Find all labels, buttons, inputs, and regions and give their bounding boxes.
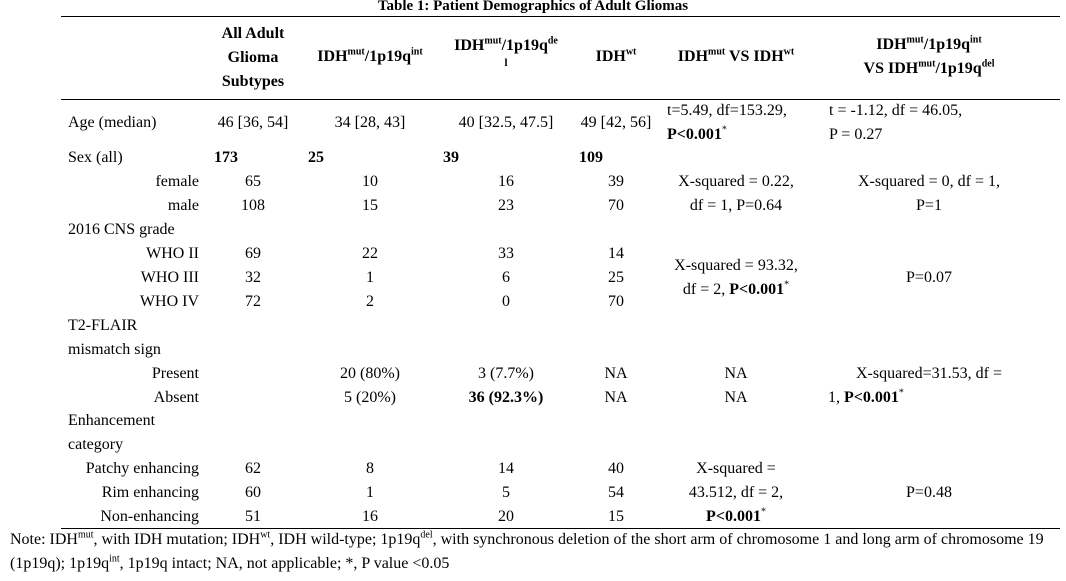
header-all-subtypes: All Adult Glioma Subtypes <box>221 25 285 90</box>
cell-female-g3: 39 <box>608 173 624 190</box>
cell-male-all: 108 <box>241 197 265 214</box>
cell-sex-cmp1: X-squared = 0.22, df = 1, P=0.64 <box>678 173 794 214</box>
row-label-sex: Sex (all) <box>68 149 123 166</box>
cell-who2-all: 69 <box>245 245 261 262</box>
cell-present-cmp1: NA <box>724 365 748 382</box>
cell-female-all: 65 <box>245 173 261 190</box>
cell-who4-all: 72 <box>245 293 261 310</box>
row-label-present: Present <box>151 365 199 382</box>
cell-rim-g3: 54 <box>608 484 624 501</box>
row-label-age: Age (median) <box>68 114 157 131</box>
row-label-grade: 2016 CNS grade <box>68 221 175 238</box>
cell-non-g3: 15 <box>608 508 624 525</box>
cell-who3-g2: 6 <box>502 269 510 286</box>
cell-female-g1: 10 <box>362 173 378 190</box>
header-idhmut-vs-idhwt: $IDH^{mut}$ VS $IDH^{wt}$ <box>677 46 795 65</box>
cell-who2-g3: 14 <box>608 245 624 262</box>
cell-age-cmp1: t=5.49, df=153.29, P<0.001* <box>667 102 787 143</box>
cell-patchy-g1: 8 <box>366 460 374 477</box>
cell-non-g1: 16 <box>362 508 378 525</box>
cell-sex-g2: 39 <box>443 149 459 166</box>
cell-age-g3: 49 [42, 56] <box>580 114 652 131</box>
row-label-who4: WHO IV <box>139 293 199 310</box>
cell-who3-g1: 1 <box>366 269 374 286</box>
cell-grade-cmp1: X-squared = 93.32, df = 2, P<0.001* <box>674 257 798 298</box>
cell-grade-cmp2: P=0.07 <box>906 269 952 286</box>
cell-patchy-all: 62 <box>245 460 261 477</box>
table-top-rule <box>61 16 1060 17</box>
cell-flair-cmp2: X-squared=31.53, df = 1, P<0.001* <box>828 365 1002 406</box>
cell-male-g3: 70 <box>608 197 624 214</box>
cell-age-g1: 34 [28, 43] <box>334 114 406 131</box>
cell-who2-g2: 33 <box>498 245 514 262</box>
row-label-rim: Rim enhancing <box>101 484 199 501</box>
header-idhmut-1p19qint: $IDH^{mut}/1p19q^{int}$ <box>317 46 423 65</box>
header-idhwt: $IDH^{wt}$ <box>595 46 637 65</box>
cell-who4-g2: 0 <box>502 293 510 310</box>
cell-who2-g1: 22 <box>362 245 378 262</box>
cell-sex-cmp2: X-squared = 0, df = 1, P=1 <box>857 173 1000 214</box>
cell-male-g2: 23 <box>498 197 514 214</box>
row-label-male: male <box>167 197 199 214</box>
cell-who4-g3: 70 <box>608 293 624 310</box>
cell-who4-g1: 2 <box>366 293 374 310</box>
row-label-patchy: Patchy enhancing <box>85 460 199 477</box>
cell-rim-g1: 1 <box>366 484 374 501</box>
cell-sex-g1: 25 <box>308 149 324 166</box>
row-label-who2: WHO II <box>146 245 199 262</box>
row-label-non-enhancing: Non-enhancing <box>100 508 199 525</box>
header-idhmut-1p19qdel: $IDH^{mut}/1p19q^{de}$ l <box>454 35 558 69</box>
cell-sex-all: 173 <box>214 149 238 166</box>
header-int-vs-del: $IDH^{mut}/1p19q^{int}$ VS $IDH^{mut}/1p19q^{del}$ <box>863 34 995 77</box>
cell-non-all: 51 <box>245 508 261 525</box>
table-title: Table 1: Patient Demographics of Adult Gliomas <box>377 0 689 14</box>
row-label-enhancement: Enhancement category <box>68 412 156 453</box>
cell-rim-g2: 5 <box>502 484 510 501</box>
cell-who3-g3: 25 <box>608 269 624 286</box>
cell-patchy-g2: 14 <box>498 460 514 477</box>
table-note: Note: $IDH^{mut}$, with IDH mutation; $IDH^{wt}$, IDH wild-type; $1p19q^{del}$, with synchronous deletion of the short arm of chromosome 1 and long arm of chromosome 19 (1p19q); $1p19q^{int}$, 1p19q intact; NA, not applicable; *, P value <0.05 <box>10 529 1044 572</box>
cell-sex-g3: 109 <box>579 149 603 166</box>
cell-absent-g1: 5 (20%) <box>344 389 396 406</box>
cell-absent-g3: NA <box>604 389 628 406</box>
cell-non-g2: 20 <box>498 508 514 525</box>
cell-age-all: 46 [36, 54] <box>217 114 289 131</box>
row-label-absent: Absent <box>153 389 199 406</box>
cell-rim-all: 60 <box>245 484 261 501</box>
cell-age-g2: 40 [32.5, 47.5] <box>458 114 554 131</box>
cell-absent-cmp1: NA <box>724 389 748 406</box>
row-label-who3: WHO III <box>140 269 199 286</box>
cell-present-g3: NA <box>604 365 628 382</box>
cell-patchy-g3: 40 <box>608 460 624 477</box>
cell-present-g2: 3 (7.7%) <box>478 365 534 382</box>
cell-absent-g2: 36 (92.3%) <box>468 389 544 406</box>
cell-present-g1: 20 (80%) <box>340 365 400 382</box>
cell-female-g2: 16 <box>498 173 514 190</box>
row-label-flair: T2-FLAIR mismatch sign <box>68 317 161 358</box>
cell-who3-all: 32 <box>245 269 261 286</box>
row-label-female: female <box>155 173 199 190</box>
cell-male-g1: 15 <box>362 197 378 214</box>
cell-age-cmp2: t = -1.12, df = 46.05, P = 0.27 <box>829 102 963 143</box>
cell-enh-cmp1: X-squared = 43.512, df = 2, P<0.001* <box>688 460 784 525</box>
cell-enh-cmp2: P=0.48 <box>906 484 952 501</box>
